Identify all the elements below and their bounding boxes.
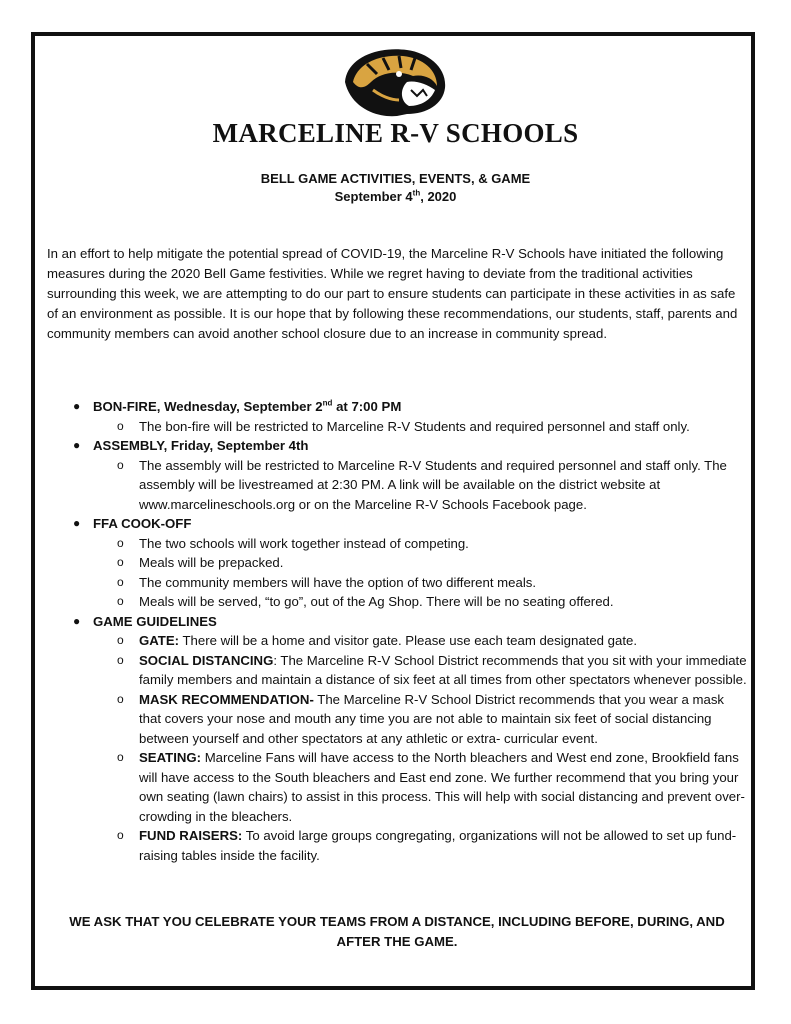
- bullet-icon: ●: [73, 613, 81, 628]
- list-item: o FUND RAISERS: To avoid large groups congregating, organizations will not be allowed to set up fund-raising tables inside the facility.: [117, 828, 737, 863]
- circle-bullet-icon: o: [117, 555, 124, 569]
- list-item: o The community members will have the option of two different meals.: [93, 573, 747, 593]
- list-item: o The assembly will be restricted to Marceline R-V Students and required personnel and staff only. The assembly will be livestreamed at 2:30 PM. A link will be available on the district website at www.marcelineschools.org or on the Marceline R-V Schools Facebook page.: [117, 457, 727, 512]
- bullet-icon: ●: [73, 516, 81, 530]
- bonfire-heading: BON-FIRE, Wednesday, September 2nd at 7:00 PM: [93, 398, 402, 414]
- circle-bullet-icon: o: [117, 652, 124, 667]
- game-heading: GAME GUIDELINES: [93, 613, 217, 629]
- list-item: o SEATING: Marceline Fans will have access to the North bleachers and West end zone, Brookfield fans will have access to the South bleachers and East end zone. We further recommend that you bring your own seating (lawn chairs) to assist in this process. This will help with social distancing and prevent over-crowding in the bleachers.: [117, 750, 745, 824]
- assembly-section: [47, 436, 747, 514]
- game-section: [47, 612, 747, 866]
- list-item: o GATE: There will be a home and visitor gate. Please use each team designated gate.: [93, 631, 747, 651]
- tiger-logo: [337, 44, 453, 120]
- list-item: o The two schools will work together instead of competing.: [93, 534, 747, 554]
- event-header: [0, 170, 791, 206]
- list-item: o Meals will be served, “to go”, out of the Ag Shop. There will be no seating offered.: [93, 592, 747, 612]
- circle-bullet-icon: o: [117, 535, 124, 550]
- ffa-heading: FFA COOK-OFF: [93, 516, 192, 531]
- event-date: September 4th, 2020: [334, 188, 457, 204]
- circle-bullet-icon: o: [117, 633, 124, 647]
- bonfire-section: [47, 397, 747, 436]
- list-item: o SOCIAL DISTANCING: The Marceline R-V School District recommends that you sit with your immediate family members and maintain a distance of six feet at all times from other spectators whenever possible.: [117, 652, 747, 687]
- circle-bullet-icon: o: [117, 594, 124, 608]
- activities-list: [47, 397, 747, 865]
- bullet-icon: ●: [73, 399, 81, 413]
- ffa-section: [47, 514, 747, 612]
- circle-bullet-icon: o: [117, 828, 124, 842]
- circle-bullet-icon: o: [117, 457, 124, 472]
- list-item: o MASK RECOMMENDATION- The Marceline R-V School District recommends that you wear a mask that covers your nose and mouth any time you are not able to maintain six feet of social distancing between yourself and other spectators at any athletic or extra- curricular event.: [117, 691, 725, 746]
- circle-bullet-icon: o: [117, 750, 124, 764]
- school-name: MARCELINE R-V SCHOOLS: [212, 118, 579, 148]
- bullet-icon: ●: [73, 438, 81, 452]
- intro-paragraph: In an effort to help mitigate the potential spread of COVID-19, the Marceline R-V Schools have initiated the following measures during the 2020 Bell Game festivities. While we regret having to deviate from the traditional activities surrounding this week, we are attempting to do our part to ensure students can participate in these activities in as safe of an environment as possible. It is our hope that by following these recommendations, our students, staff, parents and community members can avoid another school closure due to an increase in community spread.: [47, 246, 738, 341]
- circle-bullet-icon: o: [117, 574, 124, 589]
- list-item: o The bon-fire will be restricted to Marceline R-V Students and required personnel and staff only.: [93, 417, 747, 437]
- closing-statement: WE ASK THAT YOU CELEBRATE YOUR TEAMS FROM A DISTANCE, INCLUDING BEFORE, DURING, AND AFTER THE GAME.: [69, 914, 725, 949]
- assembly-heading: ASSEMBLY, Friday, September 4th: [93, 438, 309, 453]
- circle-bullet-icon: o: [117, 418, 124, 433]
- event-title: BELL GAME ACTIVITIES, EVENTS, & GAME: [260, 171, 531, 186]
- circle-bullet-icon: o: [117, 691, 124, 706]
- list-item: o Meals will be prepacked.: [93, 553, 747, 573]
